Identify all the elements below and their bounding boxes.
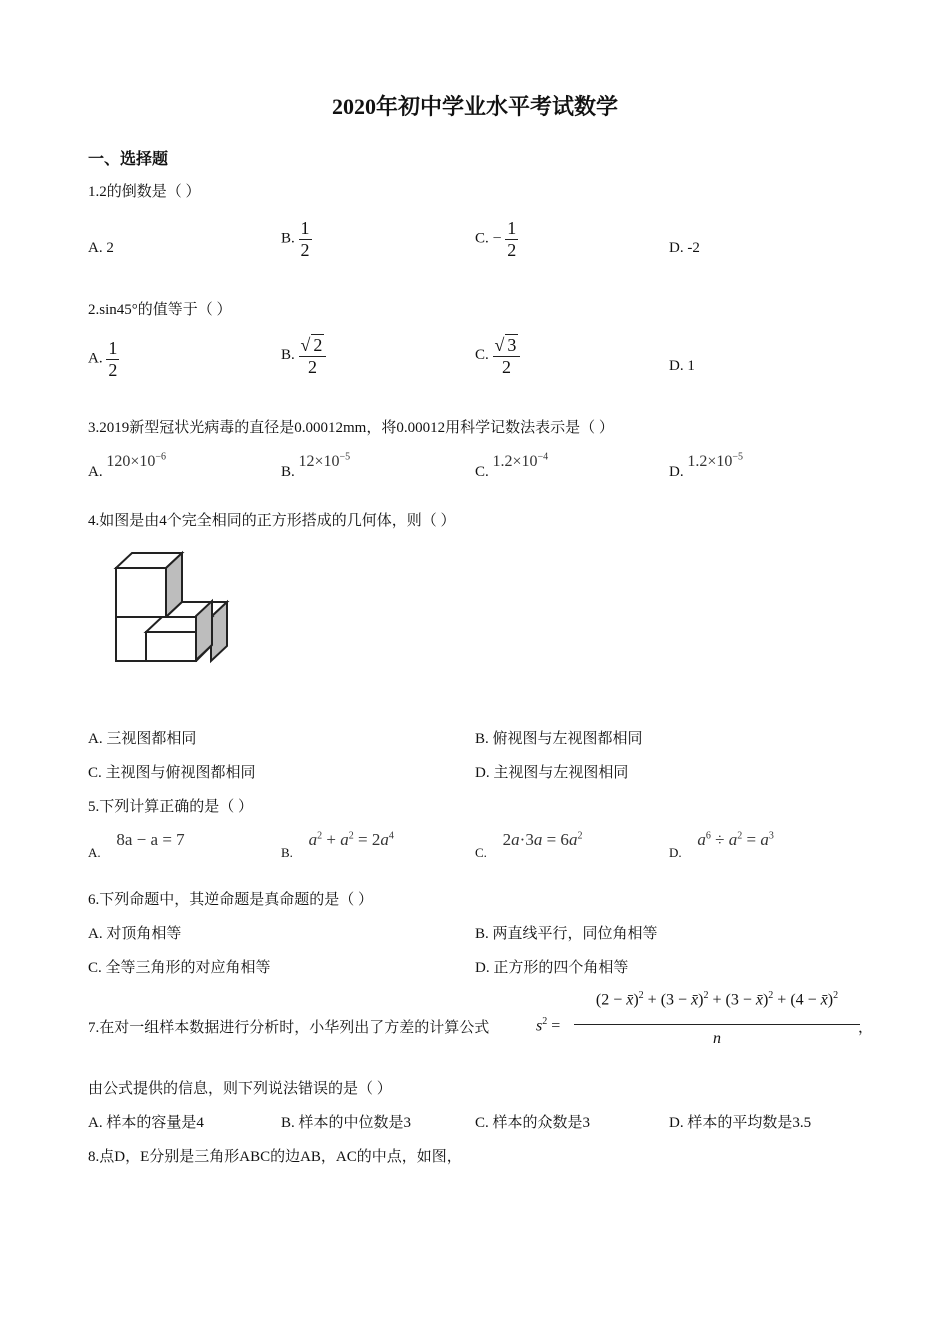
- cube-front-face: [116, 568, 166, 617]
- sci-notation: [493, 453, 549, 470]
- numerator: 1: [507, 218, 517, 238]
- variance-formula: $s^2$ = (2 − x̄)$^2$ + (3 − x̄)$^2$ + (3 − x̄)$^2$ + (4 − x̄)$^2$ n: [536, 990, 866, 1050]
- q1-option-d: D. -2: [669, 240, 700, 256]
- base: 120×10: [106, 453, 156, 471]
- question-5-stem: 5.下列计算正确的是（ ）: [88, 799, 254, 815]
- q7-option-a: A. 样本的容量是4: [88, 1115, 204, 1131]
- equation: $a^6 \div a^2 = a^3$: [697, 830, 774, 849]
- question-3-stem: 3.2019新型冠状光病毒的直径是0.00012mm，将0.00012用科学记数法表示是（ ）: [88, 420, 614, 436]
- base: 1.2×10: [492, 453, 538, 471]
- base: 12×10: [298, 453, 340, 471]
- denominator: 2: [307, 356, 317, 377]
- minus-sign: −: [492, 230, 502, 248]
- q7-option-c: C. 样本的众数是3: [475, 1115, 591, 1131]
- base: 1.2×10: [687, 453, 733, 471]
- q3-option-a: [88, 452, 167, 481]
- q2-option-c: [475, 334, 520, 377]
- q1-option-c: [475, 218, 518, 260]
- exponent: −5: [339, 452, 351, 463]
- equation: 8a − a = 7: [116, 830, 185, 849]
- q4-option-b: B. 俯视图与左视图都相同: [475, 731, 643, 747]
- denominator: 2: [108, 359, 118, 380]
- option-label: C.: [475, 464, 489, 481]
- equation: $a^2 + a^2 = 2a^4$: [308, 830, 394, 849]
- q2-option-b: [281, 334, 326, 377]
- q5-option-c: [475, 830, 583, 860]
- page-title: 2020年初中学业水平考试数学: [331, 94, 618, 119]
- sci-notation: [687, 453, 743, 470]
- question-2-stem: 2.sin45°的值等于（ ）: [88, 302, 232, 318]
- numerator: √ 3: [494, 335, 517, 355]
- q5-option-b: [281, 830, 394, 860]
- q3-option-c: [475, 452, 549, 481]
- fraction: [106, 338, 119, 380]
- cube-figure: [108, 550, 238, 666]
- formula-numerator: (2 − x̄)$^2$ + (3 − x̄)$^2$ + (3 − x̄)$^2$ + (4 − x̄)$^2$: [595, 990, 839, 1009]
- fraction: [493, 334, 521, 377]
- q5-option-a: [88, 830, 185, 860]
- q2-option-d: D. 1: [669, 358, 695, 374]
- question-6-stem: 6.下列命题中，其逆命题是真命题的是（ ）: [88, 892, 374, 908]
- option-label: A.: [88, 464, 103, 481]
- sci-notation: [299, 453, 351, 470]
- equation: $2a\cdot 3a = 6a^2$: [502, 830, 583, 849]
- q4-option-c: C. 主视图与俯视图都相同: [88, 765, 256, 781]
- option-label: C.: [475, 230, 489, 247]
- question-4-stem: 4.如图是由4个完全相同的正方形搭成的几何体，则（ ）: [88, 513, 456, 529]
- exponent: −5: [732, 452, 744, 463]
- sci-notation: [106, 453, 166, 470]
- q6-option-d: D. 正方形的四个角相等: [475, 960, 629, 976]
- question-7-stem: 7.在对一组样本数据进行分析时，小华列出了方差的计算公式: [88, 1020, 490, 1036]
- question-8-stem: 8.点D，E分别是三角形ABC的边AB，AC的中点，如图，: [88, 1149, 462, 1165]
- radicand: 2: [313, 335, 323, 355]
- formula-denominator: n: [713, 1030, 721, 1047]
- option-label: C.: [475, 845, 487, 860]
- option-label: C.: [475, 347, 489, 364]
- q5-option-d: [669, 830, 774, 860]
- option-label: D.: [669, 845, 682, 860]
- q4-option-d: D. 主视图与左视图相同: [475, 765, 629, 781]
- denominator: 2: [300, 239, 310, 260]
- q3-option-d: [669, 452, 744, 481]
- option-label: D.: [669, 464, 684, 481]
- fraction: [299, 218, 312, 260]
- q6-option-b: B. 两直线平行，同位角相等: [475, 926, 658, 942]
- section-heading: 一、选择题: [88, 151, 169, 168]
- radicand: 3: [507, 335, 517, 355]
- q2-option-a: [88, 338, 119, 380]
- numerator: √ 2: [300, 335, 323, 355]
- q6-option-a: A. 对顶角相等: [88, 926, 182, 942]
- exponent: −6: [155, 452, 167, 463]
- option-label: A.: [88, 845, 101, 860]
- cube-front-face: [146, 632, 196, 661]
- option-label: B.: [281, 347, 295, 364]
- option-label: B.: [281, 464, 295, 481]
- denominator: 2: [507, 239, 517, 260]
- option-label: A.: [88, 350, 103, 367]
- fraction: [505, 218, 518, 260]
- q7-option-b: B. 样本的中位数是3: [281, 1115, 412, 1131]
- question-7-stem-continued: 由公式提供的信息，则下列说法错误的是（ ）: [88, 1081, 392, 1097]
- exponent: −4: [537, 452, 549, 463]
- q7-option-d: D. 样本的平均数是3.5: [669, 1115, 812, 1131]
- fraction: [299, 334, 327, 377]
- numerator: 1: [300, 218, 310, 238]
- q3-option-b: [281, 452, 351, 481]
- numerator: 1: [108, 338, 118, 358]
- option-label: B.: [281, 230, 295, 247]
- question-1-stem: 1.2的倒数是（ ）: [88, 184, 201, 200]
- option-label: B.: [281, 845, 293, 860]
- question-7-comma: ，: [858, 1020, 874, 1036]
- q6-option-c: C. 全等三角形的对应角相等: [88, 960, 271, 976]
- q1-option-a: A. 2: [88, 240, 114, 256]
- q1-option-b: [281, 218, 312, 260]
- denominator: 2: [501, 356, 511, 377]
- q4-option-a: A. 三视图都相同: [88, 731, 197, 747]
